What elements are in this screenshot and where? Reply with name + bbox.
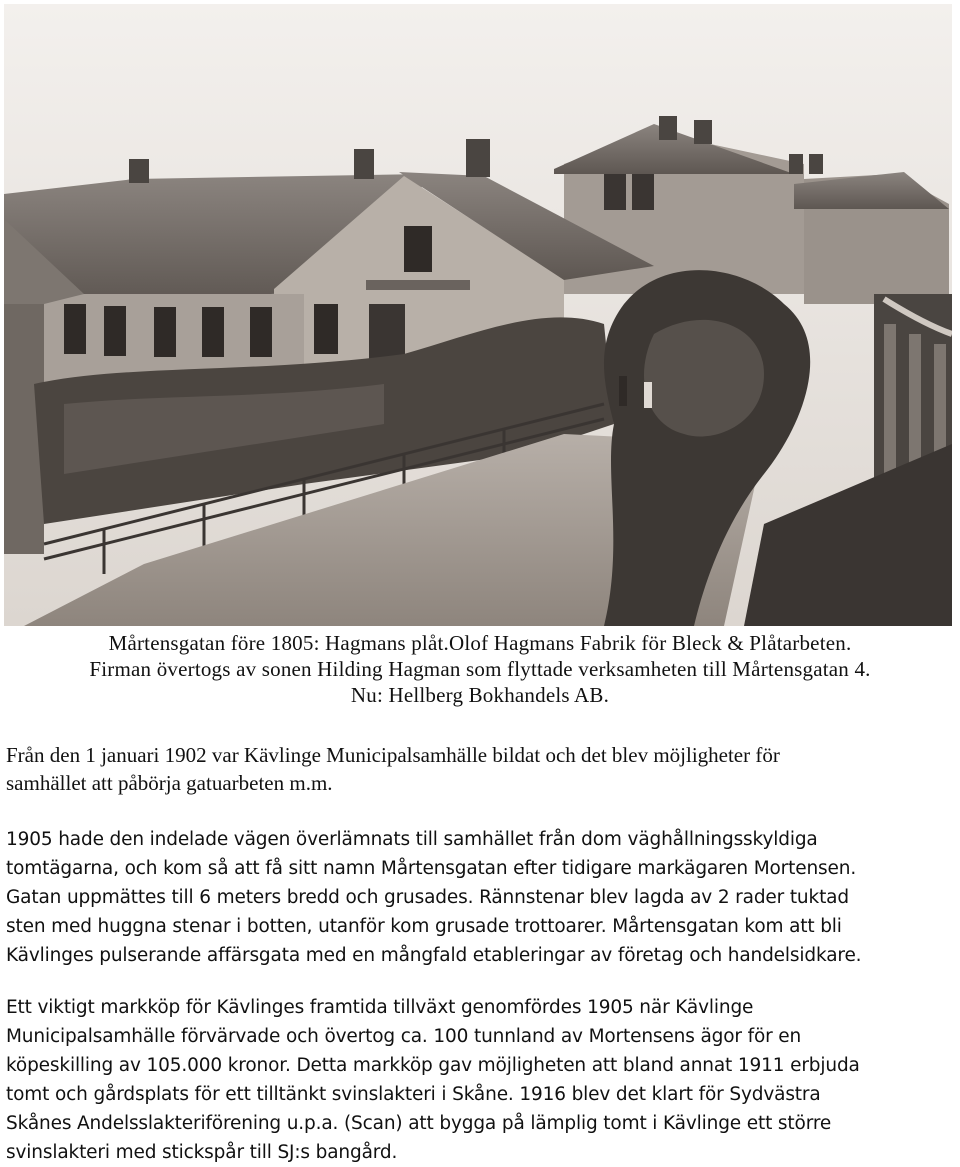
historic-street-photo: [4, 4, 952, 626]
text-line: Skånes Andelsslakteriförening u.p.a. (Scan) att bygga på lämplig tomt i Kävlinge ett större: [6, 1113, 832, 1134]
text-line: 1905 hade den indelade vägen överlämnats till samhället från dom väghållningsskyldiga: [6, 829, 818, 850]
paragraph-1905: [6, 825, 956, 970]
text-line: Gatan uppmättes till 6 meters bredd och grusades. Rännstenar blev lagda av 2 rader tuktad: [6, 887, 849, 908]
text-line: Municipalsamhälle förvärvade och övertog ca. 100 tunnland av Mortensens ägor för en: [6, 1026, 802, 1047]
text-line: svinslakteri med stickspår till SJ:s bangård.: [6, 1142, 398, 1163]
text-line: Från den 1 januari 1902 var Kävlinge Municipalsamhälle bildat och det blev möjligheter för: [6, 743, 780, 767]
photo-caption: [0, 630, 960, 708]
caption-line: Mårtensgatan före 1805: Hagmans plåt.Olof Hagmans Fabrik för Bleck & Plåtarbeten.: [108, 631, 852, 655]
text-line: sten med huggna stenar i botten, utanför kom grusade trottoarer. Mårtensgatan kom att bli: [6, 916, 842, 937]
text-line: tomtägarna, och kom så att få sitt namn Mårtensgatan efter tidigare markägaren Mortensen.: [6, 858, 857, 879]
text-line: Ett viktigt markköp för Kävlinges framtida tillväxt genomfördes 1905 när Kävlinge: [6, 997, 754, 1018]
text-line: tomt och gårdsplats för ett tilltänkt svinslakteri i Skåne. 1916 blev det klart för Sydvästra: [6, 1084, 821, 1105]
photo-illustration: [4, 4, 952, 626]
text-line: köpeskilling av 105.000 kronor. Detta markköp gav möjligheten att bland annat 1911 erbjuda: [6, 1055, 860, 1076]
paragraph-1902: [6, 741, 956, 797]
text-line: Kävlinges pulserande affärsgata med en mångfald etableringar av företag och handelsidkare.: [6, 945, 862, 966]
text-line: samhället att påbörja gatuarbeten m.m.: [6, 771, 333, 795]
caption-line: Nu: Hellberg Bokhandels AB.: [350, 683, 610, 707]
caption-line: Firman övertogs av sonen Hilding Hagman som flyttade verksamheten till Mårtensgatan 4.: [89, 657, 871, 681]
paragraph-markkop: [6, 993, 956, 1167]
